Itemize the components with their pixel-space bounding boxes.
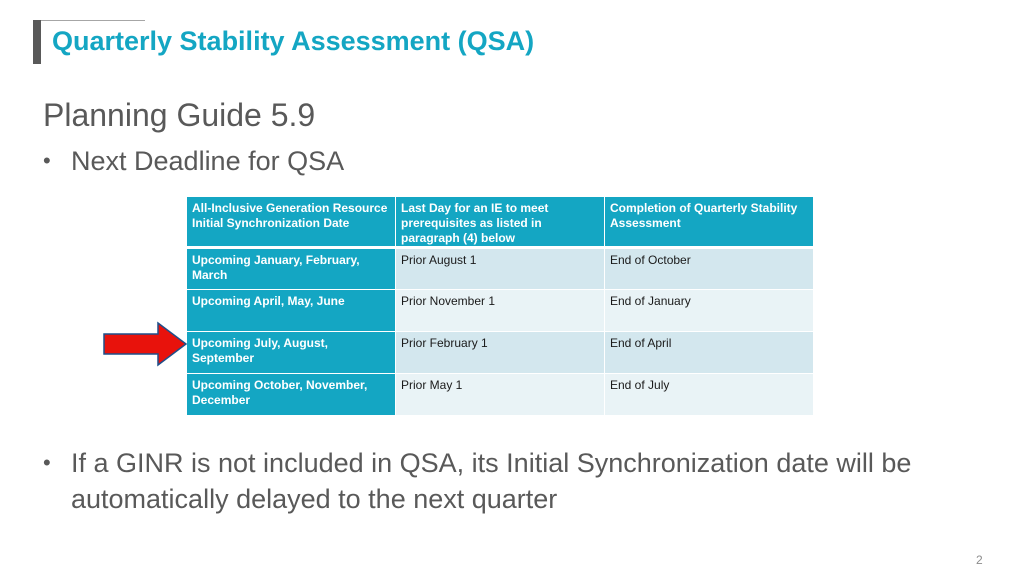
row-sync-date: Upcoming October, November, December <box>187 374 396 416</box>
slide-title: Quarterly Stability Assessment (QSA) <box>52 26 535 56</box>
table-row <box>187 290 814 332</box>
table-row <box>187 374 814 416</box>
qsa-schedule-table <box>186 196 814 416</box>
slide-subtitle: Planning Guide 5.9 <box>43 97 316 133</box>
row-sync-date: Upcoming July, August, September <box>187 332 396 374</box>
title-accent-bar <box>33 20 41 64</box>
table-row-highlighted <box>187 332 814 374</box>
title-rule <box>41 20 145 21</box>
header-completion: Completion of Quarterly Stability Assessment <box>605 197 814 248</box>
row-completion: End of July <box>605 374 814 416</box>
bullet-text: If a GINR is not included in QSA, its Initial Synchronization date will be automatically delayed to the next quarter <box>71 448 912 514</box>
row-last-day: Prior November 1 <box>396 290 605 332</box>
row-completion: End of January <box>605 290 814 332</box>
row-completion: End of April <box>605 332 814 374</box>
table-header-row <box>187 197 814 248</box>
header-last-day: Last Day for an IE to meet prerequisites as listed in paragraph (4) below <box>396 197 605 248</box>
bullet-ginr-note <box>43 445 983 517</box>
red-right-arrow-icon <box>102 321 188 367</box>
bullet-text: Next Deadline for QSA <box>71 146 345 176</box>
page-number: 2 <box>976 553 983 567</box>
bullet-marker: • <box>43 148 51 173</box>
row-completion: End of October <box>605 248 814 290</box>
header-sync-date: All-Inclusive Generation Resource Initial Synchronization Date <box>187 197 396 248</box>
row-sync-date: Upcoming January, February, March <box>187 248 396 290</box>
bullet-next-deadline <box>43 143 443 179</box>
table-row <box>187 248 814 290</box>
row-last-day: Prior May 1 <box>396 374 605 416</box>
row-last-day: Prior August 1 <box>396 248 605 290</box>
row-sync-date: Upcoming April, May, June <box>187 290 396 332</box>
row-last-day: Prior February 1 <box>396 332 605 374</box>
bullet-marker: • <box>43 450 51 475</box>
